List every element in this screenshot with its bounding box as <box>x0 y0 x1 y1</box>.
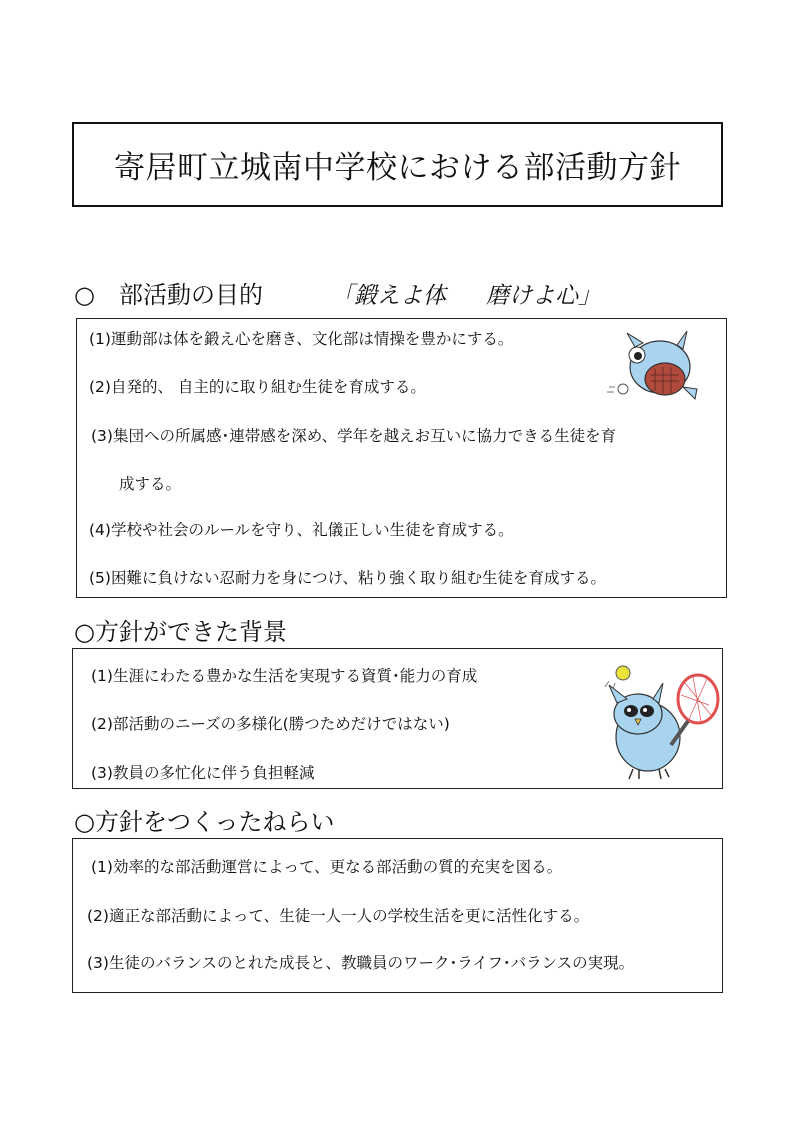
list-item: (3)教員の多忙化に伴う負担軽減 <box>91 764 315 782</box>
section-background-box <box>72 648 723 789</box>
list-item: (2)自発的、 自主的に取り組む生徒を育成する。 <box>89 378 426 396</box>
list-item: (5)困難に負けない忍耐力を身につけ、粘り強く取り組む生徒を育成する。 <box>89 569 607 587</box>
list-item: 成する。 <box>119 475 182 493</box>
bird-tennis-icon <box>593 659 723 784</box>
list-item: (3)生徒のバランスのとれた成長と、教職員のワーク･ライフ･バランスの実現。 <box>87 954 635 972</box>
section-purpose-box <box>76 318 727 598</box>
list-item: (2)適正な部活動によって、生徒一人一人の学校生活を更に活性化する。 <box>87 907 590 925</box>
list-item: (1)効率的な部活動運営によって、更なる部活動の質的充実を図る。 <box>91 858 563 876</box>
list-item: (4)学校や社会のルールを守り、礼儀正しい生徒を育成する。 <box>89 521 514 539</box>
motto-part2: 磨けよ心」 <box>485 283 601 309</box>
list-item: (1)運動部は体を鍛え心を磨き、文化部は情操を豊かにする。 <box>89 330 514 348</box>
motto-part1: 「鍛えよ体 <box>330 283 446 309</box>
list-item: (2)部活動のニーズの多様化(勝つためだけではない) <box>91 715 450 733</box>
list-item: (1)生涯にわたる豊かな生活を実現する資質･能力の育成 <box>91 667 478 685</box>
page-title: 寄居町立城南中学校における部活動方針 <box>72 122 723 207</box>
section-purpose-title: ○ 部活動の目的 <box>74 281 263 309</box>
section-aim-box <box>72 838 723 993</box>
bird-baseball-icon <box>605 327 705 407</box>
section-aim-heading: ○方針をつくったねらい <box>74 808 335 836</box>
section-background-heading: ○方針ができた背景 <box>74 618 287 646</box>
section-purpose-heading <box>74 275 601 310</box>
motto <box>331 283 601 309</box>
list-item: (3)集団への所属感･連帯感を深め、学年を越えお互いに協力できる生徒を育 <box>91 427 617 445</box>
